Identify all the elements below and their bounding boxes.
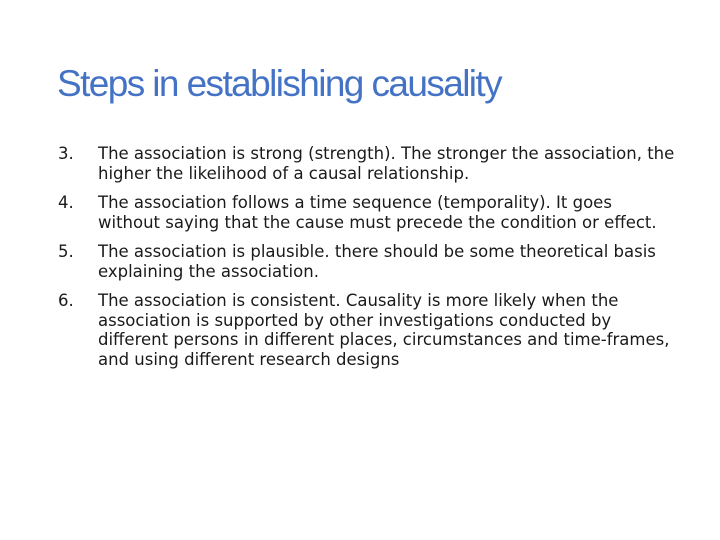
list-item-number: 4. bbox=[58, 193, 74, 212]
list-item bbox=[58, 291, 678, 369]
slide-title: Steps in establishing causality bbox=[57, 63, 502, 104]
list-item-number: 5. bbox=[58, 242, 74, 261]
list-item-text: The association is strong (strength). The stronger the association, the higher the likelihood of a causal relationship. bbox=[98, 144, 675, 183]
list-item-text: The association is consistent. Causality is more likely when the association is supported by other investigations conducted by different persons in different places, circumstances and time-frames, and using different research designs bbox=[98, 291, 670, 369]
list-item bbox=[58, 242, 678, 281]
causality-steps-list bbox=[58, 144, 678, 379]
list-item bbox=[58, 193, 678, 232]
list-item-text: The association follows a time sequence (temporality). It goes without saying that the cause must precede the condition or effect. bbox=[98, 193, 657, 232]
list-item-number: 3. bbox=[58, 144, 74, 163]
list-item-number: 6. bbox=[58, 291, 74, 310]
list-item bbox=[58, 144, 678, 183]
list-item-text: The association is plausible. there should be some theoretical basis explaining the association. bbox=[98, 242, 656, 281]
